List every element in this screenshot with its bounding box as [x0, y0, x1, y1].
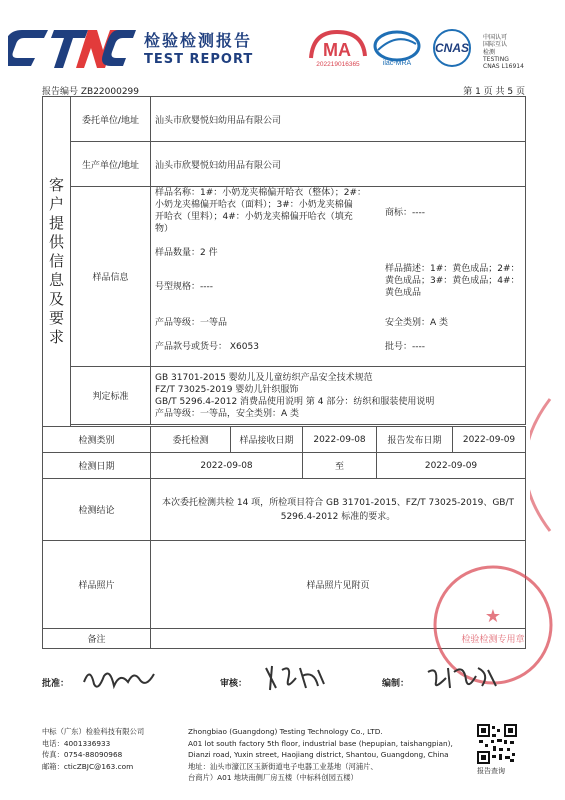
footer-right-line: Zhongbiao (Guangdong) Testing Technology Co., LTD. — [188, 727, 383, 736]
issue-date: 2022-09-09 — [453, 427, 526, 453]
footer-left-line: 中标（广东）检验科技有限公司 — [42, 727, 145, 736]
criteria-line: GB 31701-2015 婴幼儿及儿童纺织产品安全技术规范 — [155, 372, 373, 383]
report-title-cn: 检验检测报告 — [144, 31, 253, 50]
test-date-from: 2022-09-08 — [151, 453, 303, 479]
sample-name-line: 样品名称：1#：小奶龙夹棉偏开哈衣（整体）；2#： — [155, 188, 367, 198]
cma-logo — [307, 28, 369, 68]
approve-label: 批准： — [42, 679, 70, 689]
receive-date-label: 样品接收日期 — [231, 427, 303, 453]
test-date-label: 检测日期 — [43, 453, 151, 479]
review-label: 审核： — [220, 679, 248, 689]
criteria-line: FZ/T 73025-2019 婴幼儿针织服饰 — [155, 384, 299, 395]
test-type-label: 检测类别 — [43, 427, 151, 453]
ilac-text: ilac-MRA — [382, 60, 412, 67]
conclusion-line: 本次委托检测共检 14 项，所检项目符合 GB 31701-2015、FZ/T 73025-2019、GB/T — [161, 497, 515, 508]
footer-left-line: 电话：4001336933 — [42, 738, 111, 748]
page-number: 第 1 页 共 5 页 — [463, 87, 525, 97]
cnas-side-line: CNAS L16914 — [483, 63, 524, 71]
seal-fragment — [530, 395, 565, 535]
footer-company-en — [188, 726, 473, 784]
photo-label: 样品照片 — [43, 541, 151, 629]
remark-label: 备注 — [43, 629, 151, 649]
sample-info-label: 样品信息 — [71, 187, 151, 367]
conclusion-value — [151, 479, 526, 541]
svg-text:MA: MA — [323, 40, 351, 60]
approve-signature — [80, 662, 160, 696]
sample-grade: 产品等级：一等品 — [155, 318, 228, 328]
client-value: 汕头市欣婴悦妇幼用品有限公司 — [151, 97, 526, 142]
criteria-label: 判定标准 — [71, 367, 151, 425]
qr-code-icon[interactable] — [477, 724, 517, 764]
sample-lot: 批号：---- — [385, 342, 425, 352]
sample-name-line: 物） — [155, 224, 174, 234]
svg-text:★: ★ — [484, 606, 502, 627]
test-date-to: 2022-09-09 — [377, 453, 526, 479]
sample-description — [385, 263, 535, 299]
seal-text: 检验检测专用章 — [461, 635, 525, 645]
ilac-mra-logo — [372, 30, 422, 68]
section-label: 客户提供信息及要求 — [43, 97, 71, 427]
test-date-to-word: 至 — [303, 453, 377, 479]
manufacturer-label: 生产单位/地址 — [71, 142, 151, 187]
sample-brand: 商标：---- — [385, 208, 425, 218]
sample-quantity: 样品数量：2 件 — [155, 248, 218, 258]
cnas-side-line: 国际互认 — [483, 41, 508, 49]
sample-model: 号型规格：---- — [155, 282, 213, 292]
sample-desc-line: 黄色成品；3#：黄色成品；4#： — [385, 276, 520, 286]
cnas-side-line: TESTING — [483, 55, 509, 63]
sample-desc-line: 样品描述：1#：黄色成品；2#： — [385, 264, 520, 274]
cnas-text: CNAS — [434, 41, 470, 55]
client-label: 委托单位/地址 — [71, 97, 151, 142]
receive-date: 2022-09-08 — [303, 427, 377, 453]
criteria-value — [151, 367, 526, 425]
footer-left-line: 邮箱：cticZBJC@163.com — [42, 761, 134, 771]
review-signature — [262, 660, 332, 694]
conclusion-line: 5296.4-2012 标准的要求。 — [280, 511, 396, 522]
sample-item-no: 产品款号或货号： X6053 — [155, 342, 259, 352]
manufacturer-value: 汕头市欣婴悦妇幼用品有限公司 — [151, 142, 526, 187]
issue-date-label: 报告发布日期 — [377, 427, 453, 453]
footer-right-line: A01 lot south factory 5th floor, industrial base (hepupian, taishangpian), — [188, 738, 453, 748]
ma-number: 202219016365 — [316, 61, 360, 68]
sample-name — [155, 187, 385, 235]
footer-left-line: 传真：0754-88090968 — [42, 750, 123, 759]
footer-right-line: 台商片）A01 地块南侧厂房五楼（中标科创园五楼） — [188, 773, 358, 782]
compile-signature — [424, 660, 504, 694]
sample-name-line: 开哈衣（里料）；4#：小奶龙夹棉偏开哈衣（填充 — [155, 212, 353, 222]
report-number: 报告编号 ZB22000299 — [42, 87, 140, 97]
cnas-logo — [424, 28, 480, 68]
compile-label: 编制： — [382, 679, 410, 689]
cnas-side-line: 中国认可 — [483, 34, 508, 41]
conclusion-label: 检测结论 — [43, 479, 151, 541]
sample-info-cell — [151, 187, 526, 367]
footer-right-line: 地址：汕头市濠江区玉新街道电子电器工业基地（河浦片、 — [188, 761, 378, 771]
report-title-en: TEST REPORT — [144, 52, 254, 67]
cnas-side-text — [483, 34, 533, 70]
criteria-line: 产品等级：一等品，安全类别：A 类 — [155, 408, 300, 419]
criteria-line: GB/T 5296.4-2012 消费品使用说明 第 4 部分：纺织和服装使用说明 — [155, 396, 435, 407]
sample-safety: 安全类别：A 类 — [385, 318, 449, 328]
cnas-side-line: 检测 — [483, 48, 496, 56]
footer-right-line: Dianzi road, Yuxin street, Haojiang district, Shantou, Guangdong, China — [188, 750, 449, 759]
qr-label: 报告查询 — [477, 767, 505, 775]
sample-name-line: 小奶龙夹棉偏开哈衣（面料）；3#：小奶龙夹棉偏 — [155, 200, 353, 210]
ctnc-logo — [8, 24, 136, 68]
test-type-value: 委托检测 — [151, 427, 231, 453]
photo-value: 样品照片见附页 — [151, 541, 526, 629]
sample-desc-line: 黄色成品 — [385, 288, 422, 298]
sample-info-block — [151, 187, 525, 366]
